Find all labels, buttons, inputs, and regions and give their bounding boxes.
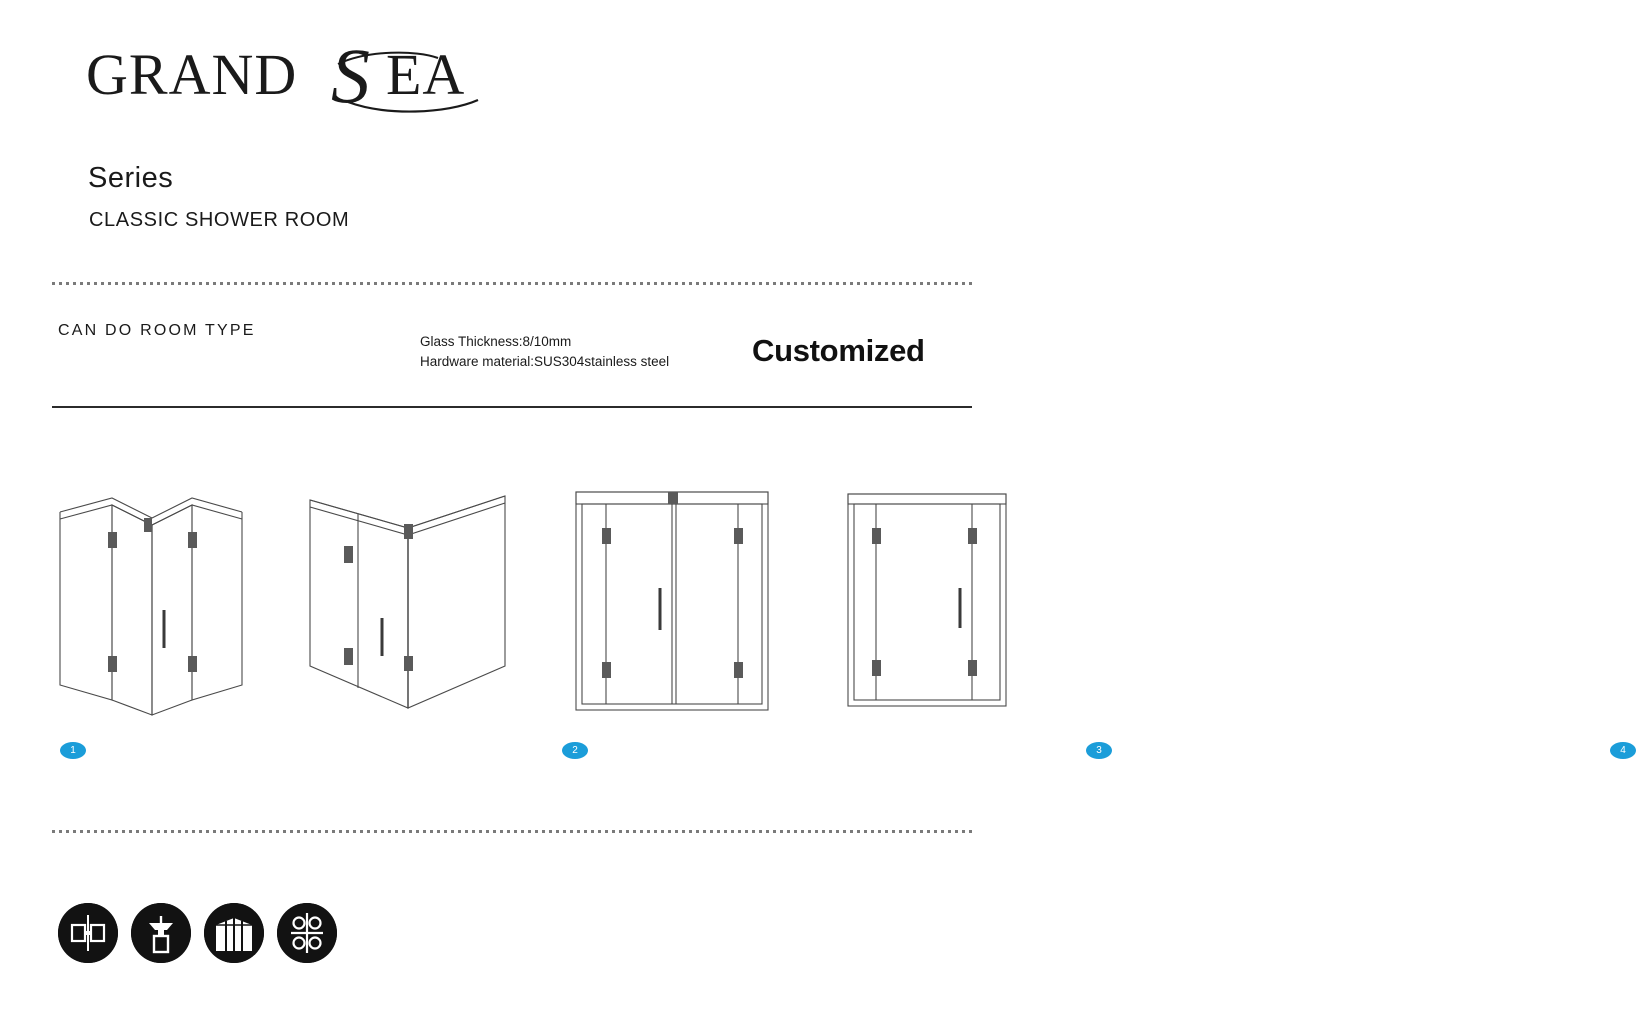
product-badge-4: 4 (1610, 742, 1636, 759)
divider-dotted-top (52, 282, 972, 285)
hardware-fittings-icon (277, 903, 337, 963)
neo-angle-shower-enclosure-drawing (52, 470, 272, 720)
feature-icon-row (58, 903, 408, 971)
product-gallery (52, 470, 1626, 790)
svg-text:EA: EA (386, 42, 466, 107)
double-door-shower-enclosure-drawing (562, 470, 782, 720)
divider-dotted-bottom (52, 830, 972, 833)
room-type-label: CAN DO ROOM TYPE (58, 322, 256, 339)
svg-text:S: S (331, 32, 370, 119)
product-badge-1: 1 (60, 742, 86, 759)
single-door-shower-enclosure-drawing (824, 470, 1044, 720)
product-item-2[interactable] (300, 470, 578, 790)
series-subtitle: CLASSIC SHOWER ROOM (89, 209, 350, 231)
glass-thickness-text: Glass Thickness:8/10mm (420, 334, 572, 349)
brand-logo (86, 32, 606, 119)
hinge-icon (58, 903, 118, 963)
customized-label: Customized (752, 333, 925, 368)
product-item-4[interactable] (824, 470, 1626, 790)
divider-solid (52, 406, 972, 408)
product-badge-3: 3 (1086, 742, 1112, 759)
corner-hinged-shower-enclosure-drawing (300, 470, 520, 720)
shower-head-icon (131, 903, 191, 963)
product-item-3[interactable] (562, 470, 1102, 790)
spec-block (420, 332, 669, 372)
svg-text:GRAND: GRAND (86, 42, 298, 107)
product-badge-2: 2 (562, 742, 588, 759)
series-title: Series (88, 162, 174, 194)
hardware-material-text: Hardware material:SUS304stainless steel (420, 354, 670, 369)
glass-panel-icon (204, 903, 264, 963)
product-item-1[interactable] (52, 470, 272, 790)
